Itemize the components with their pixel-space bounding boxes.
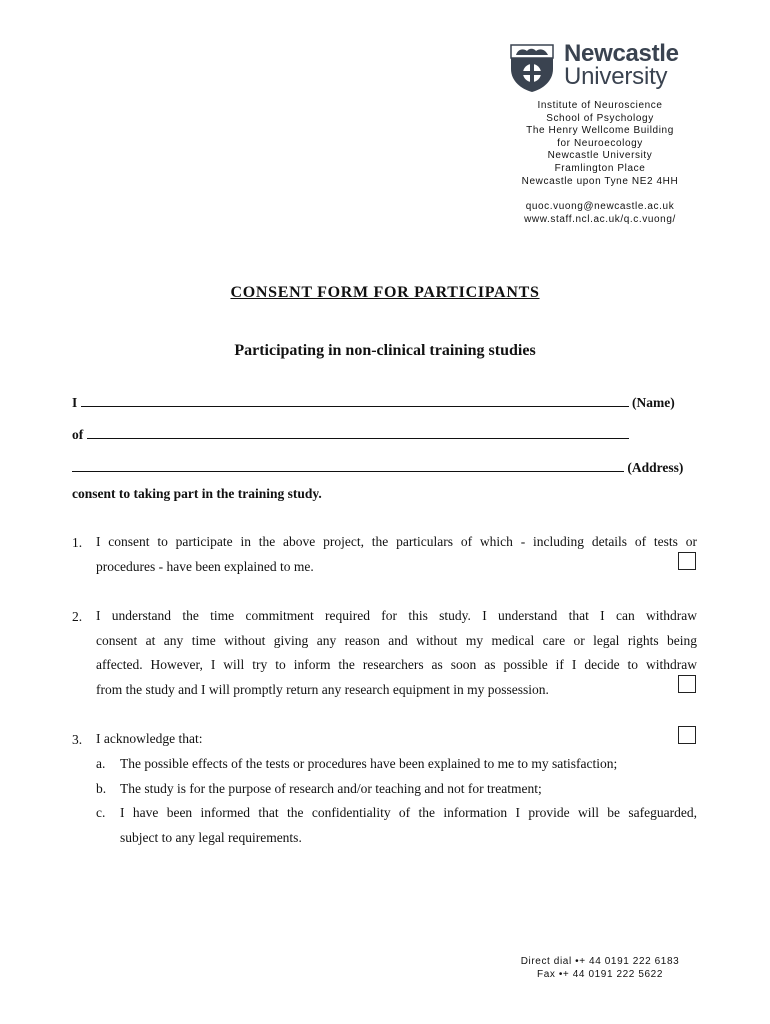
consent-checkbox-1[interactable] xyxy=(678,552,696,570)
subitem-line: subject to any legal requirements. xyxy=(120,829,302,845)
of-field-row xyxy=(72,427,629,443)
consent-checkbox-3[interactable] xyxy=(678,726,696,744)
contact-footer xyxy=(500,955,700,981)
name-prefix: I xyxy=(72,395,78,410)
form-subtitle: Participating in non-clinical training studies xyxy=(234,342,536,359)
item-number: 1. xyxy=(72,535,83,550)
address-field-row xyxy=(72,460,683,476)
consent-item-3-intro: I acknowledge that: xyxy=(96,731,203,746)
direct-dial: Direct dial •+ 44 0191 222 6183 xyxy=(520,956,680,967)
address-line: Newcastle University xyxy=(547,150,653,162)
of-prefix: of xyxy=(72,427,84,442)
consent-item-2 xyxy=(96,604,697,702)
item-line: I consent to participate in the above project, the particulars of which - including details of tests or xyxy=(96,534,697,549)
university-logo xyxy=(509,40,694,93)
consent-statement: consent to taking part in the training study. xyxy=(72,486,322,501)
consent-item-1 xyxy=(96,530,697,579)
address-line: for Neuroecology xyxy=(557,137,643,149)
address-line: Institute of Neuroscience xyxy=(537,100,663,111)
address-label: (Address) xyxy=(627,460,684,475)
subitem-letter: b. xyxy=(96,781,107,796)
website-url: www.staff.ncl.ac.uk/q.c.vuong/ xyxy=(524,213,676,225)
logo-text-university: University xyxy=(564,63,668,90)
name-field[interactable] xyxy=(81,395,629,407)
address-field-2[interactable] xyxy=(72,460,624,472)
subitem-letter: a. xyxy=(96,756,106,771)
item-number: 2. xyxy=(72,609,83,624)
subitem-b: The study is for the purpose of research and/or teaching and not for treatment; xyxy=(120,781,542,796)
subitem-a: The possible effects of the tests or procedures have been explained to me to my satisfaction; xyxy=(120,756,618,771)
address-line: The Henry Wellcome Building xyxy=(526,125,674,137)
name-field-row xyxy=(72,395,675,411)
address-line: Newcastle upon Tyne NE2 4HH xyxy=(521,175,679,187)
item-number: 3. xyxy=(72,732,83,747)
address-block xyxy=(505,100,695,226)
item-line: I understand the time commitment required for this study. I understand that I can withdraw xyxy=(96,608,697,623)
fax-number: Fax •+ 44 0191 222 5622 xyxy=(536,969,663,980)
item-line: consent at any time without giving any reason and without my medical care or legal rights being xyxy=(96,632,697,648)
address-field-1[interactable] xyxy=(87,427,629,439)
subitem-c xyxy=(120,801,697,850)
name-label: (Name) xyxy=(632,395,675,410)
form-title: CONSENT FORM FOR PARTICIPANTS xyxy=(230,284,540,301)
item-line: procedures - have been explained to me. xyxy=(96,558,314,574)
email-address: quoc.vuong@newcastle.ac.uk xyxy=(525,201,675,213)
item-line: affected. However, I will try to inform the researchers as soon as possible if I decide to withdraw xyxy=(96,657,697,672)
address-line: Framlington Place xyxy=(554,162,646,174)
logo-text-newcastle: Newcastle xyxy=(564,40,679,67)
subitem-line: I have been informed that the confidentiality of the information I provide will be safeguarded, xyxy=(120,805,697,820)
consent-checkbox-2[interactable] xyxy=(678,675,696,693)
address-line: School of Psychology xyxy=(546,112,654,124)
item-line: from the study and I will promptly return any research equipment in my possession. xyxy=(96,681,549,697)
subitem-letter: c. xyxy=(96,805,106,820)
university-crest-icon xyxy=(509,43,555,93)
